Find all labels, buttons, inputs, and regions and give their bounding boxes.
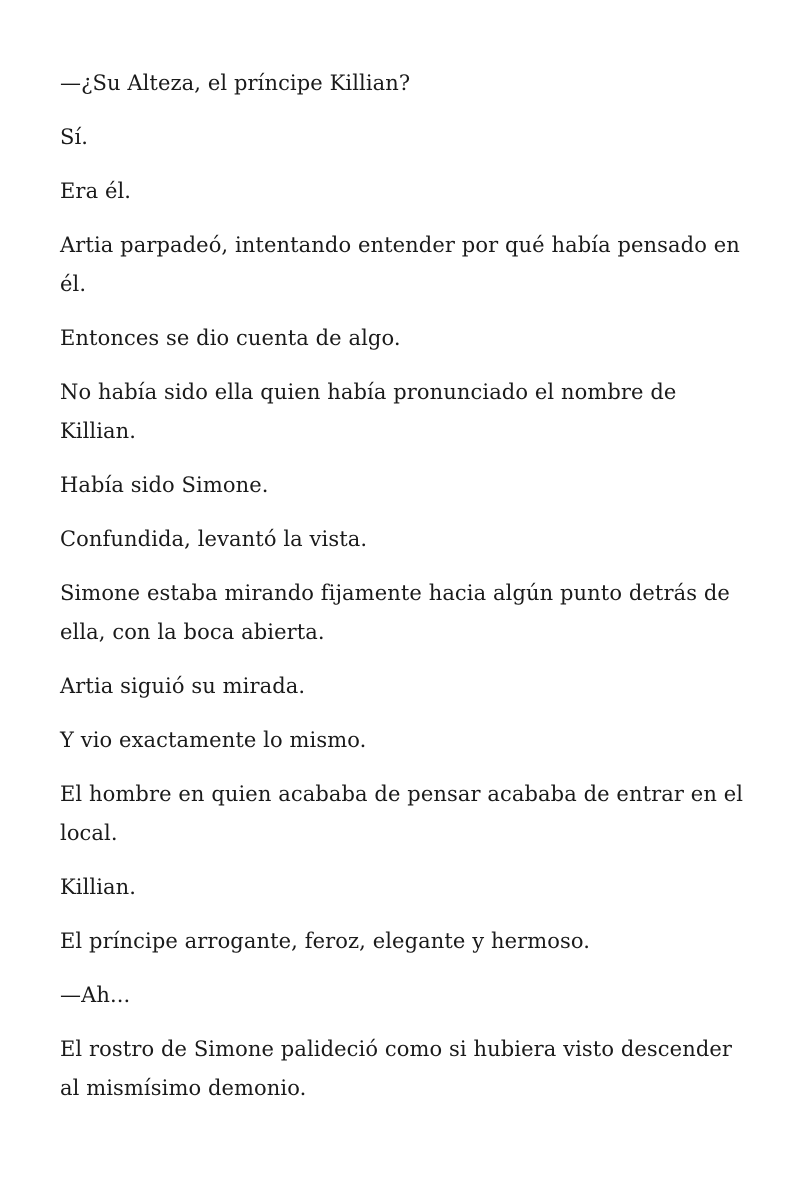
- paragraph: No había sido ella quien había pronunciado el nombre de Killian.: [60, 380, 677, 443]
- paragraph: Confundida, levantó la vista.: [60, 527, 368, 551]
- paragraph: El príncipe arrogante, feroz, elegante y hermoso.: [60, 929, 591, 953]
- paragraph: Y vio exactamente lo mismo.: [60, 728, 367, 752]
- paragraph: El hombre en quien acababa de pensar acababa de entrar en el local.: [60, 782, 744, 845]
- paragraph: Entonces se dio cuenta de algo.: [60, 326, 401, 350]
- paragraph: Simone estaba mirando fijamente hacia algún punto detrás de ella, con la boca abierta.: [60, 581, 730, 644]
- paragraph: Artia parpadeó, intentando entender por qué había pensado en él.: [60, 233, 740, 296]
- document-body: [60, 64, 750, 1123]
- paragraph: —Ah...: [60, 983, 131, 1007]
- paragraph: Sí.: [60, 125, 89, 149]
- paragraph: —¿Su Alteza, el príncipe Killian?: [60, 71, 411, 95]
- paragraph: Había sido Simone.: [60, 473, 269, 497]
- paragraph: Era él.: [60, 179, 132, 203]
- paragraph: Killian.: [60, 875, 137, 899]
- paragraph: Artia siguió su mirada.: [60, 674, 306, 698]
- paragraph: El rostro de Simone palideció como si hubiera visto descender al mismísimo demonio.: [60, 1037, 733, 1100]
